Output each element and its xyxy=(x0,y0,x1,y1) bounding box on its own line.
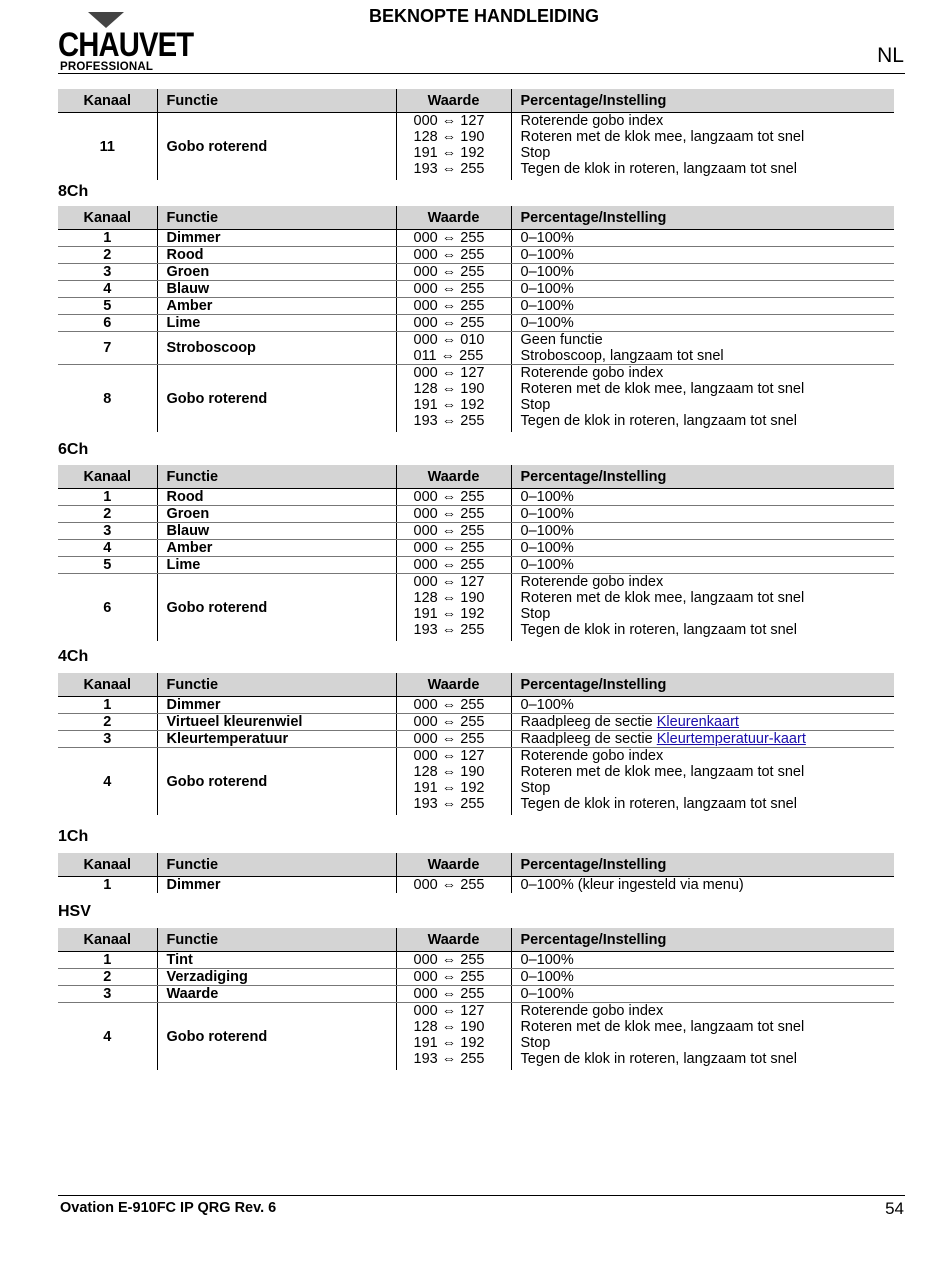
function-name: Rood xyxy=(157,489,396,506)
setting-cell-line: Roterende gobo index xyxy=(520,1003,664,1019)
value-cell-line: 128 ⇔ 190 xyxy=(413,129,485,145)
column-header: Kanaal xyxy=(58,853,157,877)
function-name: Dimmer xyxy=(157,697,396,714)
dmx-table-1ch xyxy=(58,853,894,893)
table-row-gobo xyxy=(58,113,894,181)
function-name: Gobo roterend xyxy=(157,748,396,816)
channel-number: 3 xyxy=(58,986,157,1003)
setting-cell-line: Roterende gobo index xyxy=(520,748,664,764)
channel-number: 5 xyxy=(58,298,157,315)
value-cell xyxy=(396,969,511,986)
channel-number: 2 xyxy=(58,969,157,986)
function-name: Virtueel kleurenwiel xyxy=(157,714,396,731)
table-row xyxy=(58,264,894,281)
value-cell xyxy=(396,748,511,816)
section-link[interactable]: Kleurenkaart xyxy=(656,714,739,730)
value-cell xyxy=(396,1003,511,1071)
function-name: Gobo roterend xyxy=(157,1003,396,1071)
setting-cell xyxy=(511,365,894,433)
setting-text: 0–100% xyxy=(520,523,574,539)
channel-number: 1 xyxy=(58,952,157,969)
setting-cell-line: Tegen de klok in roteren, langzaam tot snel xyxy=(520,796,797,812)
document-title: BEKNOPTE HANDLEIDING xyxy=(368,6,599,26)
setting-cell-line: Stop xyxy=(520,606,551,622)
value-cell xyxy=(396,315,511,332)
channel-number: 5 xyxy=(58,557,157,574)
value-cell-line: 191 ⇔ 192 xyxy=(413,397,485,413)
value-range: 000 ⇔ 255 xyxy=(413,506,485,522)
setting-text: 0–100% (kleur ingesteld via menu) xyxy=(520,877,744,893)
table-row xyxy=(58,877,894,894)
value-cell xyxy=(396,332,511,365)
value-cell xyxy=(396,523,511,540)
setting-cell-line: Roteren met de klok mee, langzaam tot snel xyxy=(520,590,805,606)
value-cell-line: 000 ⇔ 010 xyxy=(413,332,485,348)
setting-cell xyxy=(511,315,894,332)
setting-text: 0–100% xyxy=(520,557,574,573)
footer-document-name: Ovation E-910FC IP QRG Rev. 6 xyxy=(60,1200,277,1216)
function-name: Blauw xyxy=(157,281,396,298)
value-cell-line: 193 ⇔ 255 xyxy=(413,161,485,177)
value-cell xyxy=(396,540,511,557)
function-name: Verzadiging xyxy=(157,969,396,986)
channel-number: 2 xyxy=(58,714,157,731)
value-cell xyxy=(396,230,511,247)
value-range: 000 ⇔ 255 xyxy=(413,952,485,968)
value-cell-line: 128 ⇔ 190 xyxy=(413,590,485,606)
column-header: Percentage/Instelling xyxy=(511,928,894,952)
setting-cell-line: Roteren met de klok mee, langzaam tot snel xyxy=(520,1019,805,1035)
function-name: Groen xyxy=(157,264,396,281)
setting-cell xyxy=(511,540,894,557)
section-link[interactable]: Kleurtemperatuur-kaart xyxy=(656,731,806,747)
setting-cell-line: Stroboscoop, langzaam tot snel xyxy=(520,348,724,364)
setting-cell xyxy=(511,877,894,894)
setting-cell-line: Tegen de klok in roteren, langzaam tot snel xyxy=(520,622,797,638)
value-cell xyxy=(396,714,511,731)
channel-number: 3 xyxy=(58,523,157,540)
function-name: Lime xyxy=(157,315,396,332)
channel-number: 1 xyxy=(58,489,157,506)
setting-text: 0–100% xyxy=(520,986,574,1002)
setting-cell-line: Stop xyxy=(520,780,551,796)
column-header: Waarde xyxy=(396,89,511,113)
function-name: Rood xyxy=(157,247,396,264)
column-header: Waarde xyxy=(396,206,511,230)
function-name: Dimmer xyxy=(157,230,396,247)
value-cell xyxy=(396,247,511,264)
setting-cell xyxy=(511,113,894,181)
column-header: Functie xyxy=(157,673,396,697)
value-range: 000 ⇔ 255 xyxy=(413,264,485,280)
setting-cell xyxy=(511,506,894,523)
column-header: Functie xyxy=(157,853,396,877)
table-row xyxy=(58,298,894,315)
channel-number: 1 xyxy=(58,230,157,247)
channel-number: 6 xyxy=(58,315,157,332)
column-header: Functie xyxy=(157,928,396,952)
section-title-1ch: 1Ch xyxy=(58,828,89,845)
setting-cell-line: Roteren met de klok mee, langzaam tot snel xyxy=(520,764,805,780)
value-cell-line: 191 ⇔ 192 xyxy=(413,145,485,161)
table-row-gobo xyxy=(58,365,894,433)
table-row xyxy=(58,697,894,714)
table-row xyxy=(58,969,894,986)
value-range: 000 ⇔ 255 xyxy=(413,986,485,1002)
column-header: Waarde xyxy=(396,928,511,952)
setting-cell xyxy=(511,731,894,748)
setting-cell xyxy=(511,332,894,365)
setting-cell-line: Roteren met de klok mee, langzaam tot snel xyxy=(520,129,805,145)
section-title-6ch: 6Ch xyxy=(58,441,89,458)
value-range: 000 ⇔ 255 xyxy=(413,969,485,985)
setting-cell xyxy=(511,230,894,247)
setting-cell xyxy=(511,1003,894,1071)
setting-text: 0–100% xyxy=(520,952,574,968)
setting-cell xyxy=(511,714,894,731)
function-name: Waarde xyxy=(157,986,396,1003)
setting-cell xyxy=(511,247,894,264)
value-range: 000 ⇔ 255 xyxy=(413,540,485,556)
value-range: 000 ⇔ 255 xyxy=(413,315,485,331)
table-row xyxy=(58,557,894,574)
column-header: Percentage/Instelling xyxy=(511,465,894,489)
column-header: Waarde xyxy=(396,853,511,877)
value-cell xyxy=(396,113,511,181)
setting-text: Raadpleeg de sectie xyxy=(520,731,657,747)
table-row-gobo xyxy=(58,1003,894,1071)
setting-cell-line: Roterende gobo index xyxy=(520,113,664,129)
setting-text: Raadpleeg de sectie xyxy=(520,714,657,730)
dmx-table-4ch xyxy=(58,673,894,815)
channel-number: 4 xyxy=(58,540,157,557)
setting-text: 0–100% xyxy=(520,489,574,505)
function-name: Blauw xyxy=(157,523,396,540)
table-row xyxy=(58,731,894,748)
channel-number: 2 xyxy=(58,506,157,523)
function-name: Kleurtemperatuur xyxy=(157,731,396,748)
section-title-hsv: HSV xyxy=(58,903,91,920)
setting-cell xyxy=(511,557,894,574)
section-title-8ch: 8Ch xyxy=(58,183,89,200)
header-rule xyxy=(58,73,905,74)
value-cell-line: 193 ⇔ 255 xyxy=(413,413,485,429)
column-header: Functie xyxy=(157,465,396,489)
function-name: Gobo roterend xyxy=(157,365,396,433)
setting-text: 0–100% xyxy=(520,697,574,713)
setting-cell xyxy=(511,969,894,986)
value-cell xyxy=(396,986,511,1003)
channel-number: 1 xyxy=(103,877,112,893)
channel-number: 1 xyxy=(58,697,157,714)
function-name: Lime xyxy=(157,557,396,574)
value-cell-line: 128 ⇔ 190 xyxy=(413,1019,485,1035)
setting-cell xyxy=(511,748,894,816)
table-row xyxy=(58,247,894,264)
column-header: Percentage/Instelling xyxy=(511,673,894,697)
function-name: Gobo roterend xyxy=(157,574,396,642)
function-name: Dimmer xyxy=(157,877,396,894)
column-header: Percentage/Instelling xyxy=(511,89,894,113)
value-cell xyxy=(396,281,511,298)
setting-cell-line: Roterende gobo index xyxy=(520,574,664,590)
channel-number: 2 xyxy=(58,247,157,264)
setting-cell-line: Stop xyxy=(520,397,551,413)
setting-text: 0–100% xyxy=(520,247,574,263)
value-cell-line: 128 ⇔ 190 xyxy=(413,764,485,780)
logo-wordmark: CHAUVET xyxy=(58,26,194,64)
table-header-row xyxy=(58,928,894,952)
table-header-row xyxy=(58,853,894,877)
function-name: Gobo roterend xyxy=(157,113,396,181)
footer-rule xyxy=(58,1195,905,1196)
value-cell-line: 191 ⇔ 192 xyxy=(413,780,485,796)
setting-text: 0–100% xyxy=(520,506,574,522)
value-cell xyxy=(396,264,511,281)
value-range: 000 ⇔ 255 xyxy=(413,281,485,297)
column-header: Functie xyxy=(157,206,396,230)
table-row xyxy=(58,315,894,332)
setting-text: 0–100% xyxy=(520,298,574,314)
table-row-gobo xyxy=(58,748,894,816)
column-header: Kanaal xyxy=(58,465,157,489)
value-range: 000 ⇔ 255 xyxy=(413,557,485,573)
channel-number: 3 xyxy=(58,264,157,281)
table-header-row xyxy=(58,89,894,113)
value-cell-line: 193 ⇔ 255 xyxy=(413,622,485,638)
value-cell xyxy=(396,574,511,642)
function-name: Amber xyxy=(157,540,396,557)
value-cell xyxy=(396,489,511,506)
language-code: NL xyxy=(877,44,904,67)
table-row-strobe xyxy=(58,332,894,365)
setting-text: 0–100% xyxy=(520,540,574,556)
value-range: 000 ⇔ 255 xyxy=(413,877,485,893)
setting-cell xyxy=(511,986,894,1003)
value-range: 000 ⇔ 255 xyxy=(413,298,485,314)
value-cell-line: 000 ⇔ 127 xyxy=(413,365,485,381)
value-range: 000 ⇔ 255 xyxy=(413,731,485,747)
function-name: Tint xyxy=(157,952,396,969)
dmx-table-hsv xyxy=(58,928,894,1070)
value-cell xyxy=(396,298,511,315)
setting-text: 0–100% xyxy=(520,230,574,246)
table-row xyxy=(58,523,894,540)
setting-cell xyxy=(511,489,894,506)
dmx-table-8ch xyxy=(58,206,894,432)
setting-cell-line: Stop xyxy=(520,145,551,161)
column-header: Kanaal xyxy=(58,928,157,952)
table-row xyxy=(58,281,894,298)
value-range: 000 ⇔ 255 xyxy=(413,230,485,246)
setting-cell xyxy=(511,952,894,969)
table-row xyxy=(58,230,894,247)
value-cell-line: 191 ⇔ 192 xyxy=(413,606,485,622)
page-number: 54 xyxy=(885,1199,904,1218)
value-cell-line: 011 ⇔ 255 xyxy=(413,348,484,364)
setting-cell xyxy=(511,281,894,298)
value-cell xyxy=(396,952,511,969)
value-cell xyxy=(396,506,511,523)
table-header-row xyxy=(58,465,894,489)
value-cell xyxy=(396,877,511,894)
value-cell-line: 193 ⇔ 255 xyxy=(413,1051,485,1067)
channel-number: 3 xyxy=(58,731,157,748)
column-header: Percentage/Instelling xyxy=(511,206,894,230)
column-header: Waarde xyxy=(396,673,511,697)
setting-cell-line: Stop xyxy=(520,1035,551,1051)
channel-number: 7 xyxy=(58,332,157,365)
value-cell xyxy=(396,731,511,748)
table-row xyxy=(58,540,894,557)
setting-cell-line: Roteren met de klok mee, langzaam tot snel xyxy=(520,381,805,397)
setting-cell xyxy=(511,574,894,642)
table-header-row xyxy=(58,673,894,697)
table-row xyxy=(58,506,894,523)
setting-cell xyxy=(511,298,894,315)
dmx-table-6ch xyxy=(58,465,894,641)
setting-cell xyxy=(511,264,894,281)
logo-subtitle: PROFESSIONAL xyxy=(60,61,154,73)
column-header: Functie xyxy=(157,89,396,113)
value-cell-line: 193 ⇔ 255 xyxy=(413,796,485,812)
table-row xyxy=(58,952,894,969)
value-cell xyxy=(396,697,511,714)
setting-cell xyxy=(511,697,894,714)
setting-text: 0–100% xyxy=(520,264,574,280)
function-name: Amber xyxy=(157,298,396,315)
setting-cell-line: Tegen de klok in roteren, langzaam tot snel xyxy=(520,413,797,429)
setting-cell-line: Roterende gobo index xyxy=(520,365,664,381)
value-cell xyxy=(396,365,511,433)
channel-number: 4 xyxy=(58,281,157,298)
channel-number: 4 xyxy=(103,1028,112,1045)
value-range: 000 ⇔ 255 xyxy=(413,489,485,505)
value-cell-line: 128 ⇔ 190 xyxy=(413,381,485,397)
value-cell-line: 000 ⇔ 127 xyxy=(413,113,485,129)
table-header-row xyxy=(58,206,894,230)
value-range: 000 ⇔ 255 xyxy=(413,523,485,539)
table-row xyxy=(58,714,894,731)
column-header: Waarde xyxy=(396,465,511,489)
setting-text: 0–100% xyxy=(520,315,574,331)
value-cell xyxy=(396,557,511,574)
channel-number: 6 xyxy=(103,599,112,616)
setting-text: 0–100% xyxy=(520,969,574,985)
column-header: Kanaal xyxy=(58,673,157,697)
channel-number: 4 xyxy=(103,773,112,790)
function-name: Stroboscoop xyxy=(157,332,396,365)
value-range: 000 ⇔ 255 xyxy=(413,714,485,730)
table-row-gobo xyxy=(58,574,894,642)
channel-number: 8 xyxy=(103,390,112,407)
value-cell-line: 000 ⇔ 127 xyxy=(413,748,485,764)
table-row xyxy=(58,489,894,506)
setting-cell-line: Tegen de klok in roteren, langzaam tot snel xyxy=(520,161,797,177)
dmx-table-continued xyxy=(58,89,894,180)
column-header: Kanaal xyxy=(58,206,157,230)
channel-number: 11 xyxy=(99,138,115,155)
column-header: Kanaal xyxy=(58,89,157,113)
setting-text: 0–100% xyxy=(520,281,574,297)
value-range: 000 ⇔ 255 xyxy=(413,247,485,263)
value-cell-line: 000 ⇔ 127 xyxy=(413,1003,485,1019)
setting-cell-line: Geen functie xyxy=(520,332,603,348)
column-header: Percentage/Instelling xyxy=(511,853,894,877)
section-title-4ch: 4Ch xyxy=(58,648,89,665)
setting-cell xyxy=(511,523,894,540)
value-cell-line: 000 ⇔ 127 xyxy=(413,574,485,590)
setting-cell-line: Tegen de klok in roteren, langzaam tot snel xyxy=(520,1051,797,1067)
value-range: 000 ⇔ 255 xyxy=(413,697,485,713)
function-name: Groen xyxy=(157,506,396,523)
value-cell-line: 191 ⇔ 192 xyxy=(413,1035,485,1051)
table-row xyxy=(58,986,894,1003)
